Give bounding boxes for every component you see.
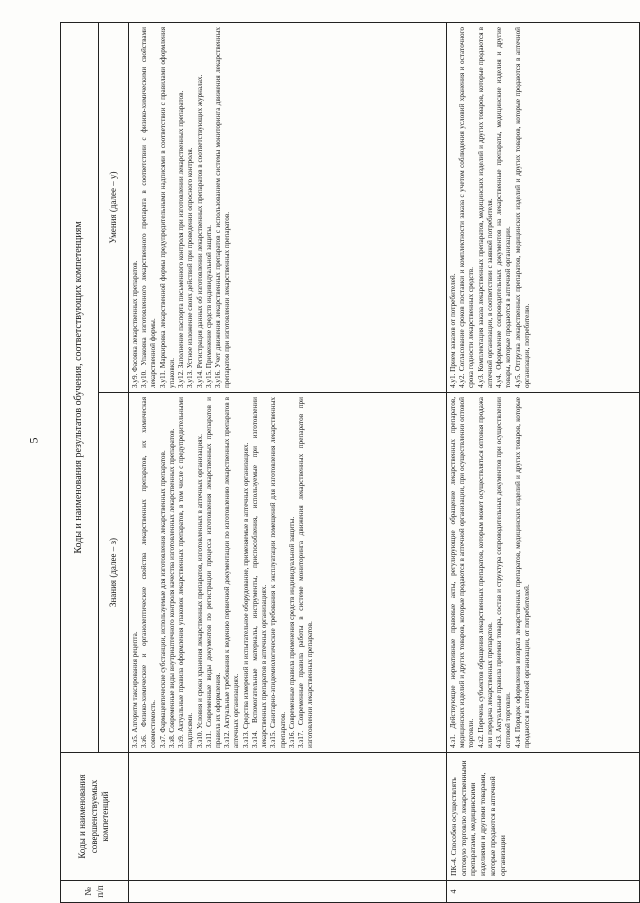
header-results: Коды и наименования результатов обучения, соответствующих компетенциям <box>61 22 99 752</box>
skill-item: 3.у14. Регистрация данных об изготовлении лекарственных препаратов в соответствующих журналах. <box>195 74 204 388</box>
knowledge-item: 3.з8. Современные виды внутриаптечного контроля качества изготовленных лекарственных препаратов. <box>167 428 176 748</box>
row-number <box>129 881 447 903</box>
skill-item: 3.у11. Маркировка лекарственной формы предупредительными надписями в соответствии с правилами оформления упаковки. <box>158 26 176 388</box>
knowledge-item: 3.з12. Актуальные требования к ведению первичной документации по изготовлению лекарственных препаратов в аптечных организациях. <box>223 397 241 748</box>
competence-table <box>60 22 640 903</box>
knowledge-item: 3.з10. Условия и сроки хранения лекарственных препаратов, изготовленных в аптечных организациях. <box>195 434 204 748</box>
knowledge-item: 3.з11. Современные виды документов по регистрации процесса изготовления лекарственных препаратов и правила их оформления. <box>204 397 222 748</box>
competence-cell <box>129 753 447 881</box>
rotated-table-container <box>60 23 640 903</box>
table-row <box>447 22 640 902</box>
skill-item: 4.у3. Комплектация заказа лекарственных препаратов, медицинских изделий и других товаров, которые продаются в аптечной организации, в соответствии с заявкой потребителя. <box>476 26 494 388</box>
knowledge-item: 3.з15. Санитарно-эпидемиологические требования к эксплуатации помещений для изготовления лекарственных препаратов. <box>269 397 287 748</box>
skill-item: 3.у10. Упаковка изготовленного лекарственного препарата в соответствии с физико-химическими свойствами лекарственной формы. <box>140 26 158 388</box>
row-number: 4 <box>447 881 640 903</box>
knowledge-item: 4.з3. Актуальные правила приемки товара, состав и структура сопроводительных документов при осуществлении оптовой торговли. <box>495 397 513 748</box>
header-skills: Умения (далее – у) <box>99 22 129 392</box>
skills-cell <box>129 22 447 392</box>
skill-item: 4.у5. Отгрузка лекарственных препаратов, медицинских изделий и других товаров, которые продаются в аптечной организации, потребителю. <box>513 26 531 388</box>
knowledge-cell <box>447 393 640 753</box>
knowledge-item: 3.з9. Актуальные правила оформления упаковок лекарственных препаратов, в том числе с предупредительными надписями. <box>177 397 195 748</box>
knowledge-item: 4.з1. Действующие нормативные правовые акты, регулирующие обращение лекарственных препаратов, медицинских изделий и других товаров, которые продаются в аптечной организации, при осуществлении оптовой торговли. <box>449 397 476 748</box>
skill-item: 3.у15. Применение средств индивидуальной защиты. <box>204 225 213 388</box>
rotated-table-area <box>60 0 640 903</box>
knowledge-item: 3.з6. Физико-химические и органолептические свойства лекарственных препаратов, их химическая совместимость. <box>140 397 158 748</box>
skill-item: 4.у2. Согласование сроков поставки и комплектности заказа с учетом соблюдения условий хранения и остаточного срока годности лекарственных средств. <box>458 26 476 388</box>
skill-item: 3.у9. Фасовка лекарственных препаратов. <box>131 260 139 388</box>
table-header-row <box>61 22 99 902</box>
knowledge-item: 3.з17. Современные правила работы в системе мониторинга движения лекарственных препаратов при изготовлении лекарственных препаратов. <box>296 397 315 748</box>
knowledge-item: 4.з4. Порядок оформления возврата лекарственных препаратов, медицинских изделий и других товаров, которые продаются в аптечной организации, от потребителей. <box>513 397 531 748</box>
knowledge-item: 3.з16. Современные правила применения средств индивидуальной защиты. <box>287 516 296 748</box>
knowledge-item: 4.з2. Перечень субъектов обращения лекарственных препаратов, которым может осуществляться оптовая продажа или передача лекарственных препаратов. <box>476 397 494 748</box>
table-row <box>129 22 447 902</box>
competence-cell: ПК-4. Способен осуществлять оптовую торговлю лекарственными препаратами, медицинскими изделиями и другими товарами, которые продаются в аптечной организации <box>447 753 640 881</box>
knowledge-item: 3.з5. Алгоритм таксирования рецепта. <box>131 631 139 748</box>
page-number: 5 <box>26 437 41 444</box>
header-codes: Коды и наименования совершенствуемых компетенций <box>61 753 129 881</box>
skill-item: 4.у1. Прием заказов от потребителей. <box>449 273 457 388</box>
knowledge-item: 3.з13. Средства измерений и испытательное оборудование, применяемые в аптечных организациях. <box>241 442 250 748</box>
skill-item: 3.у16. Учет движения лекарственных препаратов с использованием системы мониторинга движения лекарственных препаратов при изготовлении лекарственных препаратов. <box>213 26 232 388</box>
knowledge-cell <box>129 393 447 753</box>
knowledge-item: 3.з14. Вспомогательные материалы, инструменты, приспособления, используемые при изготовлении лекарственных препаратов в аптечных организациях. <box>250 397 269 748</box>
header-num: № п/п <box>61 881 129 903</box>
skills-cell <box>447 22 640 392</box>
skill-item: 4.у4. Оформление сопроводительных документов на лекарственные препараты, медицинские изделия и другие товары, которые продаются в аптечной организации. <box>495 26 513 388</box>
skill-item: 3.у13. Устное изложение своих действий при проведении опросного контроля. <box>186 147 195 388</box>
header-knowledge: Знания (далее – з) <box>99 393 129 753</box>
skill-item: 3.у12. Заполнение паспорта письменного контроля при изготовлении лекарственных препаратов. <box>177 90 186 388</box>
knowledge-item: 3.з7. Фармацевтические субстанции, используемые для изготовления лекарственных препаратов. <box>158 450 167 748</box>
